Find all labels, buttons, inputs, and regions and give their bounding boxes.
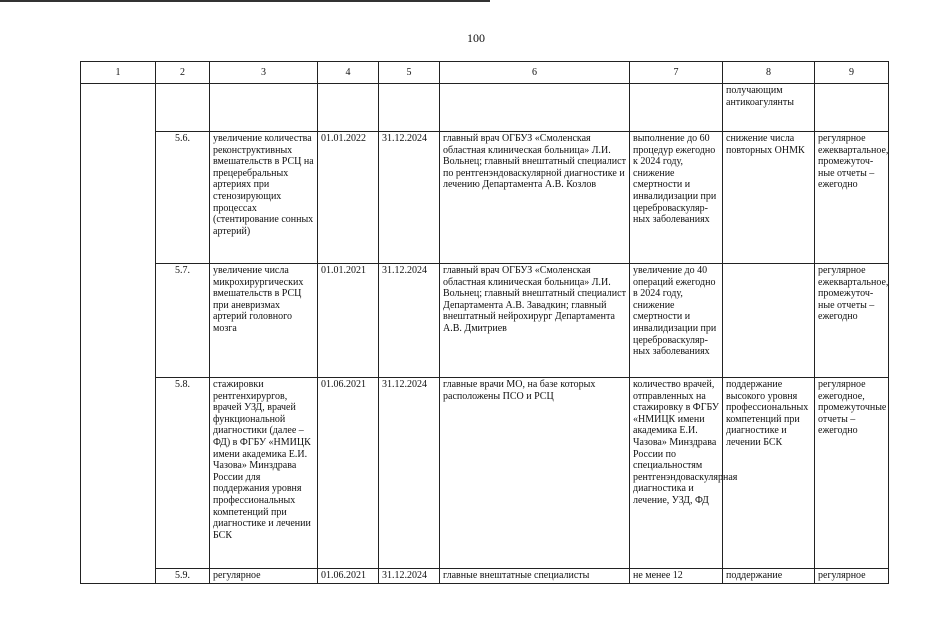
result-cell: увеличение до 40 операций ежегодно в 2024 году, снижение смертности и инвалидизации при цереброваскуляр- ных заболеваниях: [630, 264, 723, 378]
empty-cell: [318, 84, 379, 132]
header-cell: 6: [440, 62, 630, 84]
control-cell: регулярное ежеквартальное, промежуточ- ные отчеты – ежегодно: [815, 264, 889, 378]
header-row: [81, 62, 889, 84]
indicator-cell: [723, 264, 815, 378]
control-cell: регулярное ежеквартальное, промежуточ- ные отчеты – ежегодно: [815, 132, 889, 264]
responsible-cell: главный врач ОГБУЗ «Смоленская областная клиническая больница» Л.И. Вольнец; главный внештатный специалист по рентгенэндоваскулярной диагностике и лечению Департамента А.В. Козлов: [440, 132, 630, 264]
control-cell: регулярное: [815, 569, 889, 584]
top-border-line: [0, 0, 490, 2]
empty-cell: [815, 84, 889, 132]
start-date-cell: 01.01.2021: [318, 264, 379, 378]
empty-cell: [210, 84, 318, 132]
empty-cell: [630, 84, 723, 132]
start-date-cell: 01.06.2021: [318, 569, 379, 584]
activity-cell: регулярное: [210, 569, 318, 584]
header-cell: 7: [630, 62, 723, 84]
result-cell: не менее 12: [630, 569, 723, 584]
empty-cell: [440, 84, 630, 132]
row-number: 5.7.: [156, 264, 210, 378]
empty-cell-col1: [81, 84, 156, 584]
result-cell: выполнение до 60 процедур ежегодно к 2024 году, снижение смертности и инвалидизации при цереброваскуляр- ных заболеваниях: [630, 132, 723, 264]
table-row: [81, 264, 889, 378]
responsible-cell: главные внештатные специалисты: [440, 569, 630, 584]
header-cell: 1: [81, 62, 156, 84]
control-cell: регулярное ежегодное, промежуточные отчеты – ежегодно: [815, 378, 889, 569]
end-date-cell: 31.12.2024: [379, 569, 440, 584]
start-date-cell: 01.01.2022: [318, 132, 379, 264]
header-cell: 5: [379, 62, 440, 84]
table-row: [81, 378, 889, 569]
indicator-cell: снижение числа повторных ОНМК: [723, 132, 815, 264]
row-number: 5.6.: [156, 132, 210, 264]
responsible-cell: главный врач ОГБУЗ «Смоленская областная клиническая больница» Л.И. Вольнец; главный внештатный специалист Департамента А.В. Завадкин; главный внештатный нейрохирург Департамента А.В. Дмитриев: [440, 264, 630, 378]
header-cell: 9: [815, 62, 889, 84]
header-cell: 3: [210, 62, 318, 84]
header-cell: 8: [723, 62, 815, 84]
table-row: [81, 132, 889, 264]
activity-cell: увеличение числа микрохирургических вмешательств в РСЦ при аневризмах артерий головного мозга: [210, 264, 318, 378]
header-cell: 4: [318, 62, 379, 84]
row-number: 5.9.: [156, 569, 210, 584]
responsible-cell: главные врачи МО, на базе которых расположены ПСО и РСЦ: [440, 378, 630, 569]
row-number: 5.8.: [156, 378, 210, 569]
table-row: [81, 569, 889, 584]
end-date-cell: 31.12.2024: [379, 132, 440, 264]
end-date-cell: 31.12.2024: [379, 378, 440, 569]
start-date-cell: 01.06.2021: [318, 378, 379, 569]
header-cell: 2: [156, 62, 210, 84]
page-number: 100: [467, 31, 485, 45]
activity-cell: увеличение количества реконструктивных вмешательств в РСЦ на прецеребральных артериях при стенозирующих процессах (стентирование сонных артерий): [210, 132, 318, 264]
end-date-cell: 31.12.2024: [379, 264, 440, 378]
empty-cell: [379, 84, 440, 132]
result-cell: количество врачей, отправленных на стажировку в ФГБУ «НМИЦК имени академика Е.И. Чазова» Минздрава России по специальностям рентгенэндоваскулярная диагностика и лечение, УЗД, ФД: [630, 378, 723, 569]
empty-cell: [156, 84, 210, 132]
table-row-continuation: [81, 84, 889, 132]
activities-table: [80, 61, 889, 584]
indicator-cell: поддержание высокого уровня профессиональных компетенций при диагностике и лечении БСК: [723, 378, 815, 569]
indicator-cell: поддержание: [723, 569, 815, 584]
activity-cell: стажировки рентгенхирургов, врачей УЗД, врачей функциональной диагностики (далее – ФД) в ФГБУ «НМИЦК имени академика Е.И. Чазова» Минздрава России для поддержания уровня профессиональных компетенций при диагностике и лечении БСК: [210, 378, 318, 569]
indicator-cell: получающим антикоагулянты: [723, 84, 815, 132]
